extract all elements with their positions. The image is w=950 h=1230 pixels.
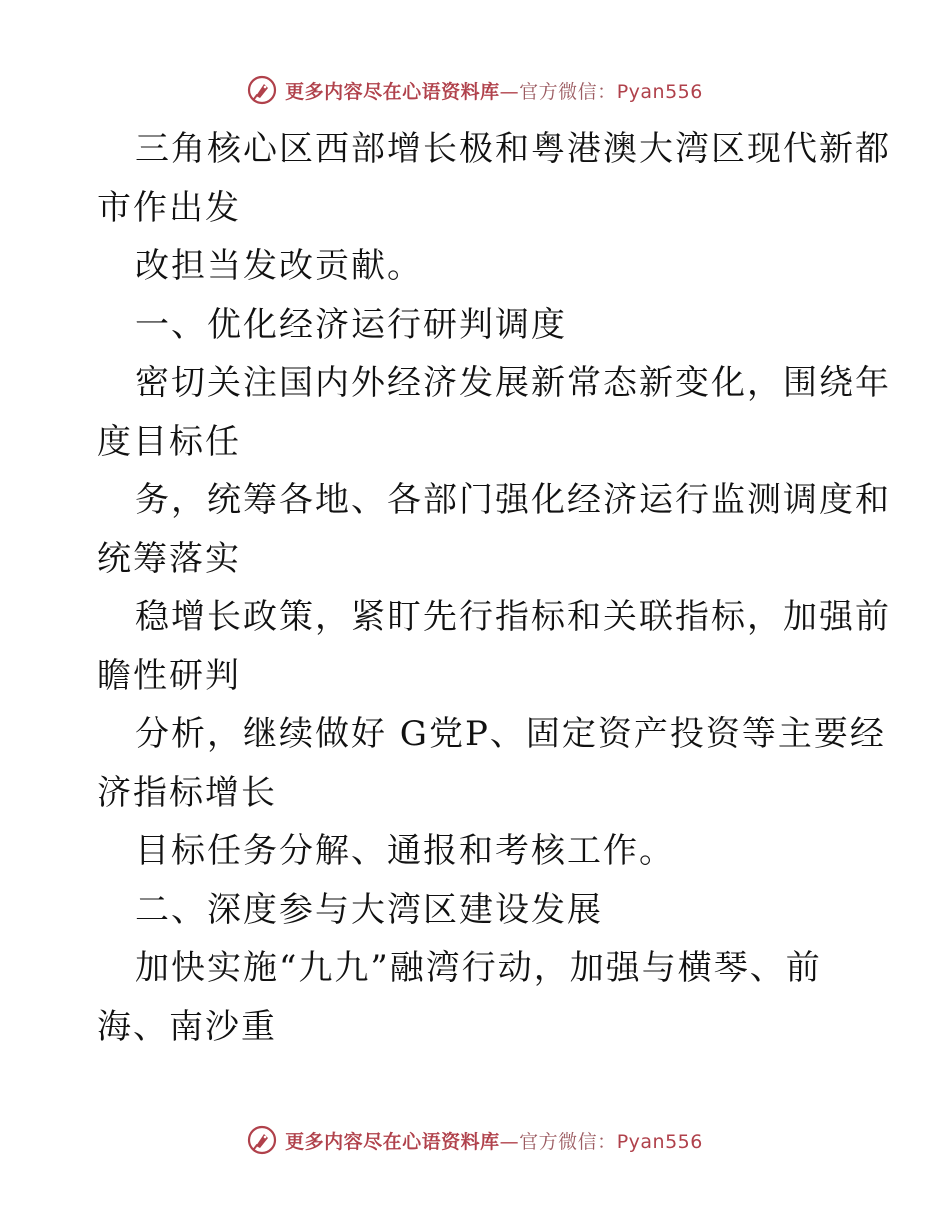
footer-watermark xyxy=(0,1122,950,1158)
text-line: 市作出发 xyxy=(97,187,241,228)
pen-nib-logo-icon xyxy=(247,1125,277,1155)
header-watermark xyxy=(0,72,950,108)
text-line: 一、优化经济运行研判调度 xyxy=(135,304,567,345)
text-line: 分析，继续做好 G党P、固定资产投资等主要经 xyxy=(135,714,886,754)
text-line: 济指标增长 xyxy=(97,772,277,813)
watermark-text: 更多内容尽在心语资料库—官方微信：Pyan556 xyxy=(285,80,703,103)
text-line: 加快实施“九九”融湾行动，加强与横琴、前 xyxy=(135,948,822,988)
text-line: 二、深度参与大湾区建设发展 xyxy=(135,889,603,930)
text-line: 瞻性研判 xyxy=(97,655,241,696)
pen-nib-logo-icon xyxy=(247,75,277,105)
text-line: 统筹落实 xyxy=(97,538,241,579)
text-line: 目标任务分解、通报和考核工作。 xyxy=(135,831,675,871)
text-line: 海、南沙重 xyxy=(97,1006,277,1047)
text-line: 三角核心区西部增长极和粤港澳大湾区现代新都 xyxy=(135,129,891,169)
text-line: 改担当发改贡献。 xyxy=(135,246,423,286)
text-line: 密切关注国内外经济发展新常态新变化，围绕年 xyxy=(135,363,891,403)
text-line: 稳增长政策，紧盯先行指标和关联指标，加强前 xyxy=(135,597,891,637)
document-body xyxy=(97,120,891,1056)
text-line: 务，统筹各地、各部门强化经济运行监测调度和 xyxy=(135,480,891,520)
text-line: 度目标任 xyxy=(97,421,241,462)
watermark-text: 更多内容尽在心语资料库—官方微信：Pyan556 xyxy=(285,1130,703,1153)
